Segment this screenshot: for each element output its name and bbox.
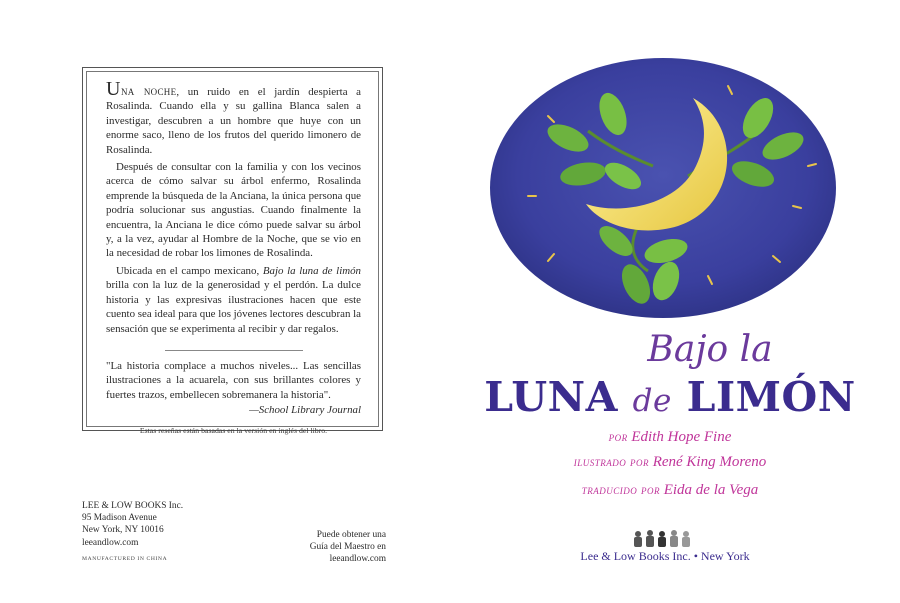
title-main [480, 374, 860, 424]
blurb-inner-frame [86, 71, 379, 436]
review-note: Estas reseñas están basadas en la versión en inglés del libro. [139, 426, 328, 436]
blurb-paragraph-3-before: Ubicada en el campo mexicano, [116, 264, 263, 277]
publisher-address-line-1: 95 Madison Avenue [82, 513, 157, 524]
teacher-guide-line-3: leeandlow.com [329, 554, 386, 565]
author-label: por [608, 429, 628, 444]
book-title-inline: Bajo la luna de limón [262, 264, 361, 277]
blurb-paragraph-2: Después de consultar con la familia y con los vecinos acerca de cómo salvar su árbol enfermo, Rosalinda emprende la búsqueda de la Anciana, la única persona que podría solucionar sus angustias. Cuando finalmente la encuentra, la Anciana le dice cómo puede salvar su árbol y, a la vez, ayudar al Hombre de la Noche, que se vio en la necesidad de robar los limones de Rosalinda. [106, 161, 361, 260]
blurb-paragraph-1-text: , un ruido en el jardín despierta a Rosalinda. Cuando ella y su gallina Blanca salen a investigar, descubren a un hombre que huye con un enorme saco, lleno de los frutos del querido limonero de Rosalinda. [106, 86, 361, 156]
illustrator-label: ilustrado por [573, 454, 649, 469]
teacher-guide-line-2: Guía del Maestro en [309, 542, 386, 553]
divider [165, 350, 303, 351]
blurb-paragraph-3-after: brilla con la luz de la generosidad y el perdón. La dulce historia y las expresivas ilustraciones hacen que este cuento sea ideal para que los jóvenes lectores descubran la sensación que se experimenta al recibir y dar regalos. [106, 279, 361, 335]
review-quote: "La historia complace a muchos niveles... Las sencillas ilustraciones a la acuarela, con sus brillantes colores y fuertes trazos, embellecen sobremanera la historia". [106, 359, 361, 401]
imprint-line: Lee & Low Books Inc. • New York [580, 549, 750, 563]
publisher-website: leeandlow.com [82, 537, 139, 548]
review-source: —School Library Journal [249, 404, 361, 417]
blurb-paragraph-3 [106, 264, 361, 336]
translator-credit [480, 481, 860, 499]
blurb-paragraph-1 [106, 78, 361, 157]
publisher-address [82, 500, 183, 549]
lead-in: na noche [120, 84, 177, 98]
author-name: Edith Hope Fine [631, 429, 732, 445]
drop-cap: U [106, 78, 121, 100]
illustrator-credit [480, 453, 860, 471]
translator-name: Eida de la Vega [663, 482, 759, 498]
title-word-limon: LIMÓN [686, 373, 856, 421]
teacher-guide-line-1: Puede obtener una [316, 530, 386, 540]
title-word-luna: LUNA [484, 373, 618, 421]
moon-illustration [488, 56, 838, 320]
lee-low-logo-icon [632, 529, 692, 548]
publisher-name: LEE & LOW BOOKS Inc. [82, 501, 184, 511]
manufactured-in: MANUFACTURED IN CHINA [82, 556, 168, 562]
author-credit [480, 428, 860, 446]
title-line-1: Bajo la [647, 329, 773, 370]
publisher-address-line-2: New York, NY 10016 [82, 525, 164, 536]
back-cover-blurb-box [82, 67, 383, 436]
translator-label: traducido por [581, 482, 660, 497]
teacher-guide-note [298, 529, 386, 566]
illustrator-name: René King Moreno [652, 454, 767, 470]
title-word-de: de [632, 383, 672, 419]
